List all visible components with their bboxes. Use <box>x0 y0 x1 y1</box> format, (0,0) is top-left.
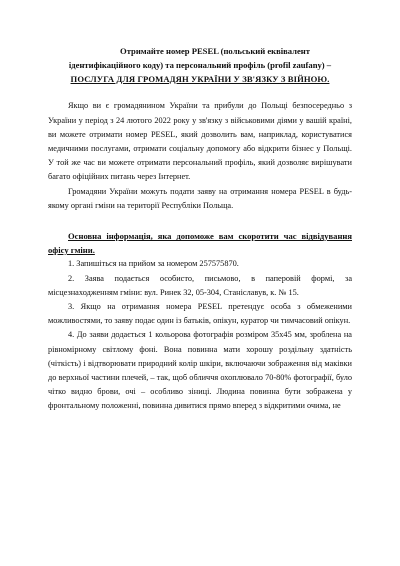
list-item: 4. До заяви додається 1 кольорова фотографія розміром 35х45 мм, зроблена на рівномірному світлому фоні. Вона повинна мати хорошу роздільну здатність (чіткість) і відтворювати природний колір шкіри, включаючи зображення від маківки до верхньої частини плечей, – так, щоб обличчя охоплювало 70-80% фотографії, було чітко видно брови, очі – особливо зіниці. Людина повинна бути зображена у фронтальному положенні, повинна дивитися прямо вперед з відкритими очима, не <box>48 330 352 411</box>
document-title <box>48 45 352 86</box>
list-item: 2. Заява подається особисто, письмово, в паперовій формі, за місцезнаходженням гміни: вул. Ринек 32, 05-304, Станіславув, к. № 15. <box>48 273 352 297</box>
application-paragraph: Громадяни України можуть подати заяву на отримання номера PESEL в будь-якому органі гміни на території Республіки Польща. <box>48 186 352 210</box>
section-subheading <box>48 229 352 257</box>
list-item: 3. Якщо на отримання номера PESEL претендує особа з обмеженими можливостями, то заяву подає один із батьків, опікун, куратор чи тимчасовий опікун. <box>48 302 352 326</box>
title-line-2: ідентифікаційного коду) та персональний профіль (profil zaufany) – <box>68 59 332 70</box>
subheading-text: Основна інформація, яка допоможе вам скоротити час відвідування офісу гміни. <box>48 231 352 256</box>
title-line-3: ПОСЛУГА ДЛЯ ГРОМАДЯН УКРАЇНИ У ЗВ'ЯЗКУ З ВІЙНОЮ. <box>70 73 330 84</box>
info-list <box>48 257 352 413</box>
list-item: 1. Запишіться на прийом за номером 257575870. <box>68 259 239 269</box>
title-line-1: Отримайте номер PESEL (польський еквівалент <box>120 46 310 56</box>
intro-paragraph: Якщо ви є громадянином України та прибули до Польщі безпосередньо з України у період з 24 лютого 2022 року у зв'язку з військовими діями у вашій країні, ви можете отримати номер PESEL, який дозволить вам, наприклад, користуватися медичними послугами, отримати соціальну допомогу або відкрити бізнес у Польщі. У той же час ви можете отримати персональний профіль, який дозволяє вирішувати багато офіційних питань через Інтернет. <box>48 101 352 182</box>
